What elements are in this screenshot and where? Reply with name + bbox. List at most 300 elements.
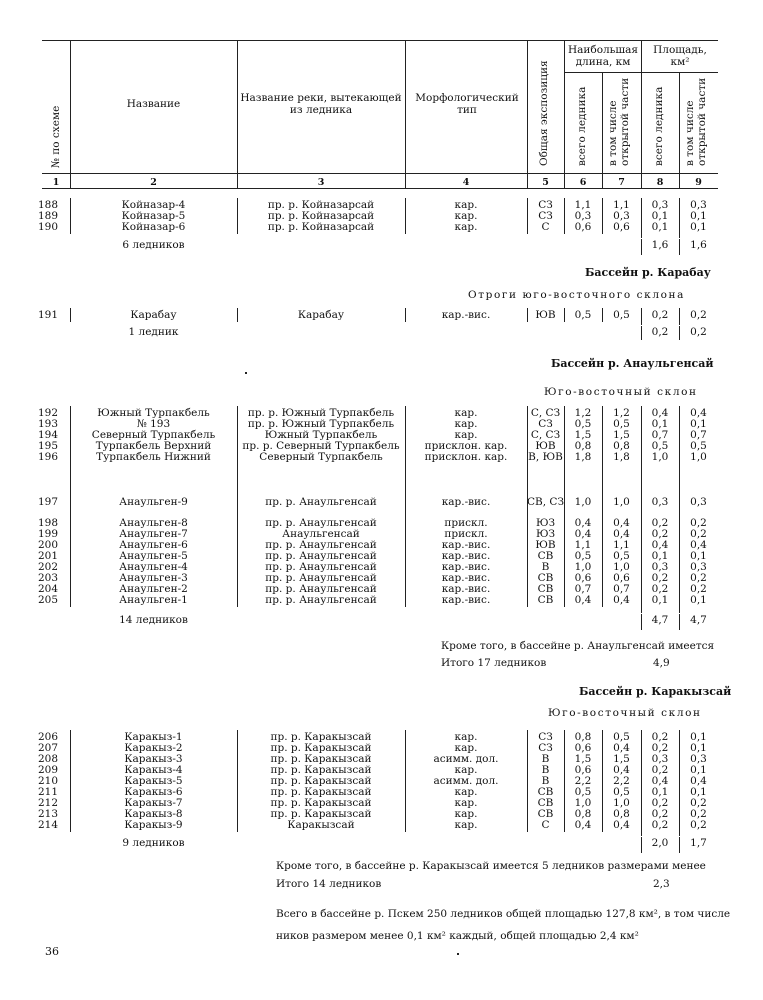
col-divider: [405, 40, 406, 188]
cell-length-total: 0,5: [574, 550, 592, 562]
slope-title-anaulgensai: Юго-восточный склон: [544, 386, 698, 398]
cell-river: Анаульгенсай: [282, 528, 360, 540]
cell-num: 190: [37, 221, 58, 233]
cell-area-open: 0,4: [690, 539, 707, 551]
cell-name: № 193: [136, 418, 171, 430]
cell-river: пр. р. Койназарсай: [267, 199, 375, 211]
cell-num: 212: [37, 797, 58, 809]
cell-area-open: 0,1: [690, 764, 707, 776]
cell-exposure: СВ: [537, 572, 554, 584]
table-row: [0, 211, 763, 222]
summary-rule: [641, 836, 718, 837]
cell-num: 214: [37, 819, 58, 831]
cell-name: Каракыз-7: [124, 797, 183, 809]
cell-length-open: 1,5: [613, 753, 630, 765]
cell-type: кар.-вис.: [441, 594, 491, 606]
cell-type: кар.: [454, 797, 478, 809]
cell-length-open: 0,3: [613, 210, 630, 222]
cell-name: Анаульген-2: [119, 583, 188, 595]
col-divider: [641, 40, 642, 188]
cell-num: 211: [37, 786, 58, 798]
col-divider: [602, 72, 603, 188]
basin-title-karakyzsai: Бассейн р. Каракызсай: [579, 685, 732, 698]
table-row: [0, 787, 763, 798]
cell-length-open: 0,4: [613, 594, 630, 606]
header-col-exposure: Общая экспозиция: [538, 60, 550, 166]
cell-name: Карабау: [130, 309, 177, 321]
cell-num: 192: [37, 407, 58, 419]
cell-num: 206: [37, 731, 58, 743]
cell-length-total: 1,8: [574, 451, 592, 463]
cell-area-open: 0,7: [690, 429, 707, 441]
header-rule: [42, 173, 718, 174]
cell-length-total: 0,4: [574, 517, 592, 529]
cell-length-total: 0,3: [574, 210, 592, 222]
cell-area-open: 0,2: [690, 797, 707, 809]
cell-type: присклон. кар.: [424, 451, 508, 463]
cell-area-total: 0,5: [651, 440, 669, 452]
cell-area-total: 0,3: [651, 561, 669, 573]
cell-exposure: СЗ: [538, 199, 553, 211]
cell-length-open: 0,5: [613, 550, 630, 562]
cell-length-open: 0,7: [613, 583, 630, 595]
cell-area-open: 0,2: [690, 517, 707, 529]
cell-type: кар.: [454, 742, 478, 754]
cell-type: кар.: [454, 764, 478, 776]
cell-length-open: 1,5: [613, 429, 630, 441]
cell-name: Каракыз-3: [124, 753, 183, 765]
col-number: 3: [317, 177, 325, 188]
header-area-group: Площадь, км²: [653, 44, 707, 68]
cell-river: пр. р. Койназарсай: [267, 210, 375, 222]
table-row: [0, 798, 763, 809]
cell-type: кар.: [454, 786, 478, 798]
cell-length-open: 0,4: [613, 517, 630, 529]
cell-river: пр. р. Каракызсай: [270, 731, 372, 743]
cell-river: пр. р. Анаульгенсай: [265, 496, 377, 508]
cell-length-total: 0,5: [574, 418, 592, 430]
cell-type: кар.: [454, 221, 478, 233]
cell-num: 202: [37, 561, 58, 573]
col-number: 9: [695, 177, 702, 188]
cell-river: пр. р. Южный Турпакбель: [247, 418, 395, 430]
cell-length-total: 1,5: [574, 753, 592, 765]
cell-name: Северный Турпакбель: [91, 429, 216, 441]
summary-open-area: 4,7: [690, 614, 707, 626]
cell-name: Анаульген-5: [119, 550, 188, 562]
cell-length-total: 0,6: [574, 221, 592, 233]
cell-area-open: 0,3: [690, 753, 707, 765]
cell-length-total: 1,1: [574, 539, 592, 551]
slope-title-karakyzsai: Юго-восточный склон: [548, 707, 702, 719]
cell-length-open: 0,8: [613, 440, 630, 452]
cell-num: 210: [37, 775, 58, 787]
col-number: 6: [579, 177, 587, 188]
page-number: 36: [45, 945, 59, 958]
cell-length-total: 1,1: [574, 199, 592, 211]
cell-name: Каракыз-9: [124, 819, 183, 831]
cell-exposure: ЮВ: [535, 309, 556, 321]
header-rule-numbers: [42, 188, 718, 189]
cell-length-open: 0,4: [613, 742, 630, 754]
cell-length-total: 1,2: [574, 407, 592, 419]
col-number: 2: [150, 177, 157, 188]
header-col-river: Название реки, вытекающей из ледника: [240, 92, 402, 116]
cell-length-open: 0,5: [613, 731, 630, 743]
table-row: [0, 497, 763, 508]
summary-label: 9 ледников: [122, 837, 185, 849]
cell-name: Турпакбель Верхний: [95, 440, 212, 452]
cell-length-total: 1,0: [574, 797, 592, 809]
cell-area-total: 0,3: [651, 753, 669, 765]
cell-num: 207: [37, 742, 58, 754]
col-number: 1: [52, 177, 60, 188]
cell-name: Койназар-4: [121, 199, 186, 211]
summary-label: 6 ледников: [122, 239, 185, 251]
cell-area-total: 0,2: [651, 572, 669, 584]
footer-line-1: Всего в бассейне р. Пскем 250 ледников общей площадью 127,8 км², в том числе: [276, 908, 731, 920]
cell-area-total: 0,2: [651, 808, 669, 820]
col-number: 7: [618, 177, 625, 188]
cell-area-open: 0,1: [690, 731, 707, 743]
total-value-anaulgensai: 4,9: [653, 657, 670, 669]
cell-exposure: С, СЗ: [530, 429, 561, 441]
table-row: [0, 820, 763, 831]
cell-area-open: 0,2: [690, 528, 707, 540]
slope-title-karabau: Отроги юго-восточного склона: [468, 289, 685, 301]
col-number: 4: [462, 177, 470, 188]
cell-num: 205: [37, 594, 58, 606]
footer-line-2: ников размером менее 0,1 км² каждый, общей площадью 2,4 км²: [276, 930, 639, 942]
cell-area-total: 0,4: [651, 407, 669, 419]
table-row: [0, 595, 763, 606]
cell-river: пр. р. Каракызсай: [270, 753, 372, 765]
cell-exposure: В: [541, 561, 550, 573]
cell-exposure: С: [541, 221, 550, 233]
cell-num: 189: [37, 210, 58, 222]
table-row: [0, 809, 763, 820]
cell-length-open: 0,4: [613, 819, 630, 831]
cell-river: Северный Турпакбель: [259, 451, 383, 463]
cell-length-total: 0,4: [574, 819, 592, 831]
cell-name: Анаульген-8: [119, 517, 188, 529]
header-length-total: всего ледника: [576, 86, 588, 166]
cell-name: Анаульген-9: [119, 496, 188, 508]
table-row: [0, 776, 763, 787]
table-row: [0, 562, 763, 573]
cell-length-total: 0,6: [574, 572, 592, 584]
table-row: [0, 200, 763, 211]
cell-area-total: 0,1: [651, 594, 669, 606]
cell-num: 194: [37, 429, 58, 441]
cell-type: кар.: [454, 199, 478, 211]
cell-num: 196: [37, 451, 58, 463]
table-row: [0, 529, 763, 540]
cell-area-total: 0,7: [651, 429, 669, 441]
basin-title-karabau: Бассейн р. Карабау: [585, 266, 711, 279]
cell-river: пр. р. Анаульгенсай: [265, 550, 377, 562]
cell-length-total: 0,8: [574, 731, 592, 743]
cell-area-open: 0,4: [690, 407, 707, 419]
cell-exposure: СЗ: [538, 742, 553, 754]
table-row: [0, 222, 763, 233]
cell-river: пр. р. Каракызсай: [270, 764, 372, 776]
cell-num: 188: [37, 199, 58, 211]
cell-length-open: 1,2: [613, 407, 630, 419]
cell-area-open: 0,2: [690, 819, 707, 831]
summary-row: [0, 240, 763, 251]
cell-length-open: 0,8: [613, 808, 630, 820]
cell-length-open: 0,4: [613, 528, 630, 540]
cell-length-total: 0,6: [574, 764, 592, 776]
cell-type: асимм. дол.: [433, 753, 499, 765]
summary-area: 2,0: [651, 837, 669, 849]
cell-length-total: 0,7: [574, 583, 592, 595]
cell-num: 204: [37, 583, 58, 595]
cell-exposure: СВ: [537, 594, 554, 606]
cell-type: кар.: [454, 808, 478, 820]
cell-name: Турпакбель Нижний: [96, 451, 211, 463]
cell-num: 200: [37, 539, 58, 551]
cell-exposure: С: [541, 819, 550, 831]
cell-river: Карабау: [297, 309, 345, 321]
cell-exposure: СЗ: [538, 731, 553, 743]
cell-length-open: 0,6: [613, 572, 630, 584]
cell-length-total: 0,5: [574, 309, 592, 321]
cell-name: Анаульген-7: [119, 528, 188, 540]
table-row: [0, 732, 763, 743]
summary-rule: [641, 613, 718, 614]
header-col-type: Морфологический тип: [415, 92, 519, 116]
header-length-group: Наибольшая длина, км: [567, 44, 639, 68]
cell-exposure: СЗ: [538, 210, 553, 222]
summary-area: 4,7: [651, 614, 669, 626]
table-row: [0, 584, 763, 595]
cell-exposure: СВ: [537, 550, 554, 562]
cell-river: пр. р. Северный Турпакбель: [242, 440, 400, 452]
cell-river: пр. р. Анаульгенсай: [265, 561, 377, 573]
cell-river: пр. р. Каракызсай: [270, 808, 372, 820]
header-col-num: № по схеме: [50, 105, 62, 168]
cell-area-open: 0,5: [690, 440, 707, 452]
cell-length-total: 0,5: [574, 786, 592, 798]
cell-num: 191: [37, 309, 58, 321]
table-row: [0, 573, 763, 584]
cell-length-open: 0,5: [613, 418, 630, 430]
cell-area-open: 1,0: [690, 451, 707, 463]
col-divider: [70, 40, 71, 188]
cell-type: кар.: [454, 418, 478, 430]
summary-label: 1 ледник: [128, 326, 179, 338]
cell-exposure: ЮВ: [535, 440, 556, 452]
cell-num: 198: [37, 517, 58, 529]
summary-open-area: 0,2: [690, 326, 707, 338]
summary-area: 0,2: [651, 326, 669, 338]
summary-rule: [641, 325, 718, 326]
cell-area-total: 0,2: [651, 517, 669, 529]
cell-type: кар.: [454, 819, 478, 831]
cell-river: Каракызсай: [287, 819, 355, 831]
cell-type: кар.-вис.: [441, 539, 491, 551]
cell-num: 195: [37, 440, 58, 452]
cell-length-total: 0,6: [574, 742, 592, 754]
cell-area-open: 0,1: [690, 221, 707, 233]
cell-type: кар.-вис.: [441, 583, 491, 595]
cell-num: 199: [37, 528, 58, 540]
cell-exposure: СВ, СЗ: [527, 496, 565, 508]
header-area-open: в том числе открытой части: [684, 77, 708, 166]
cell-area-total: 0,2: [651, 528, 669, 540]
cell-name: Южный Турпакбель: [97, 407, 210, 419]
cell-area-open: 0,1: [690, 786, 707, 798]
col-number: 8: [656, 177, 664, 188]
cell-type: присклон. кар.: [424, 440, 508, 452]
cell-area-open: 0,2: [690, 309, 707, 321]
cell-area-total: 0,4: [651, 539, 669, 551]
cell-length-open: 0,4: [613, 764, 630, 776]
cell-area-total: 0,3: [651, 199, 669, 211]
total-label-karakyzsai: Итого 14 ледников: [276, 878, 382, 890]
cell-river: пр. р. Каракызсай: [270, 742, 372, 754]
cell-name: Каракыз-1: [124, 731, 183, 743]
cell-area-open: 0,4: [690, 775, 707, 787]
cell-exposure: СВ: [537, 583, 554, 595]
table-row: [0, 765, 763, 776]
header-col-name: Название: [126, 98, 181, 110]
header-length-open: в том числе открытой части: [607, 77, 631, 166]
cell-area-total: 0,2: [651, 742, 669, 754]
cell-area-open: 0,3: [690, 561, 707, 573]
cell-exposure: ЮЗ: [535, 517, 556, 529]
cell-length-total: 1,0: [574, 496, 592, 508]
cell-exposure: СВ: [537, 808, 554, 820]
cell-type: кар.-вис.: [441, 561, 491, 573]
cell-name: Анаульген-6: [119, 539, 188, 551]
cell-length-open: 1,1: [613, 199, 630, 211]
summary-open-area: 1,7: [690, 837, 707, 849]
summary-area: 1,6: [651, 239, 669, 251]
cell-river: пр. р. Южный Турпакбель: [247, 407, 395, 419]
cell-area-open: 0,1: [690, 594, 707, 606]
cell-num: 208: [37, 753, 58, 765]
cell-area-total: 0,4: [651, 775, 669, 787]
print-speck: [245, 372, 247, 374]
cell-name: Койназар-6: [121, 221, 186, 233]
table-row: [0, 754, 763, 765]
cell-type: кар.-вис.: [441, 550, 491, 562]
cell-river: пр. р. Койназарсай: [267, 221, 375, 233]
cell-area-open: 0,1: [690, 418, 707, 430]
cell-type: кар.: [454, 407, 478, 419]
cell-name: Каракыз-4: [124, 764, 183, 776]
cell-river: пр. р. Каракызсай: [270, 797, 372, 809]
cell-num: 209: [37, 764, 58, 776]
table-row: [0, 452, 763, 463]
total-label-anaulgensai: Итого 17 ледников: [441, 657, 547, 669]
cell-length-open: 1,0: [613, 797, 630, 809]
table-row: [0, 310, 763, 321]
cell-area-total: 0,1: [651, 210, 669, 222]
cell-area-total: 0,2: [651, 819, 669, 831]
cell-exposure: В: [541, 775, 550, 787]
cell-length-total: 0,8: [574, 808, 592, 820]
cell-type: кар.: [454, 429, 478, 441]
cell-area-open: 0,1: [690, 550, 707, 562]
cell-type: кар.-вис.: [441, 309, 491, 321]
col-divider: [564, 40, 565, 188]
cell-area-open: 0,1: [690, 742, 707, 754]
note-anaulgensai: Кроме того, в бассейне р. Анаульгенсай имеется: [441, 640, 715, 652]
cell-name: Анаульген-1: [119, 594, 188, 606]
cell-exposure: В: [541, 753, 550, 765]
cell-exposure: ЮВ: [535, 539, 556, 551]
table-row: [0, 551, 763, 562]
cell-exposure: В: [541, 764, 550, 776]
cell-length-open: 1,0: [613, 496, 630, 508]
cell-area-open: 0,3: [690, 199, 707, 211]
cell-length-total: 0,4: [574, 528, 592, 540]
cell-river: пр. р. Анаульгенсай: [265, 539, 377, 551]
summary-row: [0, 615, 763, 626]
note-karakyzsai: Кроме того, в бассейне р. Каракызсай имеется 5 ледников размерами менее: [276, 860, 706, 872]
cell-area-open: 0,2: [690, 572, 707, 584]
cell-num: 201: [37, 550, 58, 562]
cell-name: Анаульген-4: [119, 561, 188, 573]
cell-area-open: 0,1: [690, 210, 707, 222]
cell-num: 197: [37, 496, 58, 508]
cell-area-total: 0,2: [651, 309, 669, 321]
cell-num: 203: [37, 572, 58, 584]
cell-exposure: В, ЮВ: [528, 451, 563, 463]
cell-type: прискл.: [444, 528, 488, 540]
cell-length-total: 1,5: [574, 429, 592, 441]
summary-row: [0, 838, 763, 849]
cell-length-open: 0,5: [613, 309, 630, 321]
header-top-rule: [42, 40, 718, 41]
col-divider: [237, 40, 238, 188]
cell-river: пр. р. Каракызсай: [270, 775, 372, 787]
cell-river: пр. р. Анаульгенсай: [265, 583, 377, 595]
cell-area-total: 0,2: [651, 764, 669, 776]
col-number: 5: [542, 177, 549, 188]
cell-name: Каракыз-8: [124, 808, 183, 820]
table-row: [0, 540, 763, 551]
cell-length-total: 0,8: [574, 440, 592, 452]
cell-name: Каракыз-2: [124, 742, 183, 754]
cell-river: пр. р. Анаульгенсай: [265, 572, 377, 584]
cell-exposure: СВ: [537, 786, 554, 798]
col-divider: [679, 72, 680, 188]
cell-area-total: 0,3: [651, 496, 669, 508]
cell-length-total: 0,4: [574, 594, 592, 606]
cell-area-total: 0,2: [651, 731, 669, 743]
cell-area-open: 0,2: [690, 808, 707, 820]
cell-length-open: 0,6: [613, 221, 630, 233]
cell-length-open: 0,5: [613, 786, 630, 798]
cell-area-total: 1,0: [651, 451, 669, 463]
cell-area-total: 0,1: [651, 786, 669, 798]
cell-exposure: СЗ: [538, 418, 553, 430]
cell-length-total: 1,0: [574, 561, 592, 573]
table-row: [0, 743, 763, 754]
cell-area-total: 0,1: [651, 221, 669, 233]
summary-row: [0, 327, 763, 338]
cell-type: прискл.: [444, 517, 488, 529]
cell-river: Южный Турпакбель: [264, 429, 378, 441]
cell-name: Каракыз-6: [124, 786, 183, 798]
cell-name: Койназар-5: [121, 210, 186, 222]
cell-type: кар.: [454, 731, 478, 743]
